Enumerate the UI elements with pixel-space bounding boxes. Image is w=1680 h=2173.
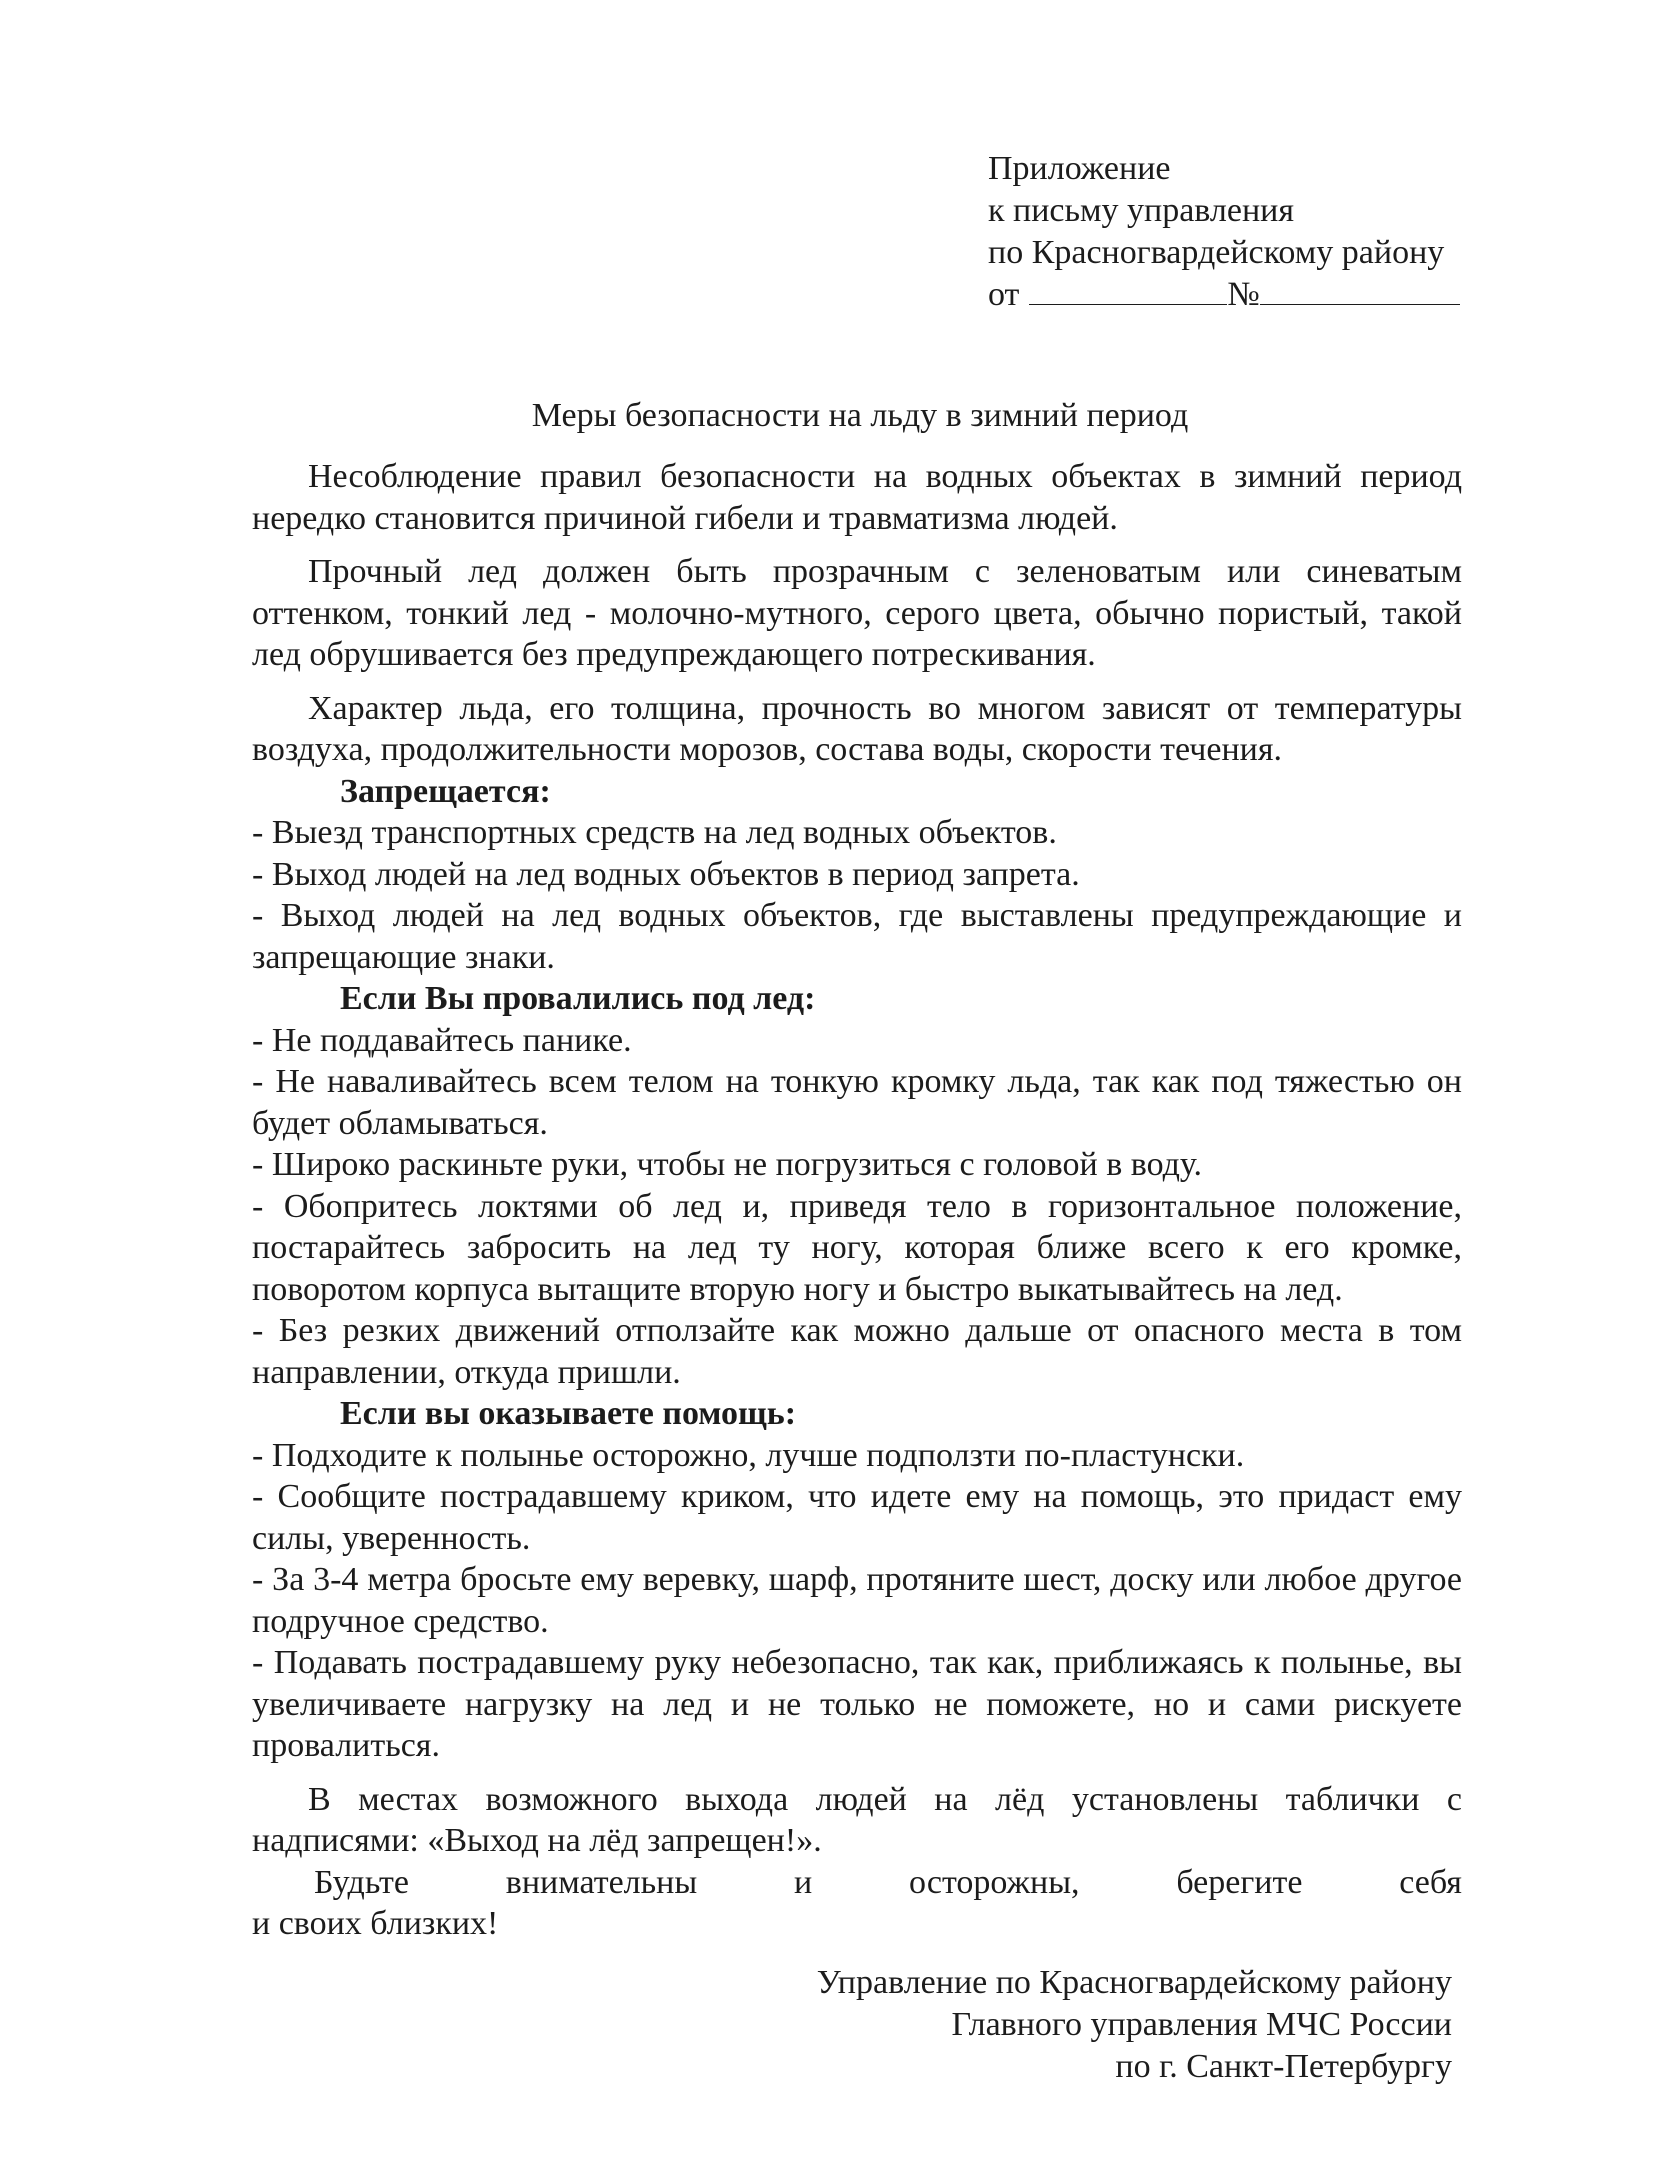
signs-note-paragraph: В местах возможного выхода людей на лёд установлены таблички с надписями: «Выход на лёд запрещен!». [252, 1780, 1462, 1859]
intro-paragraph-1: Несоблюдение правил безопасности на водных объектах в зимний период нередко становится причиной гибели и травматизма людей. [252, 458, 1462, 537]
prohibited-item: - Выход людей на лед водных объектов, где выставлены предупреждающие и запрещающие знаки. [252, 897, 1462, 976]
prohibited-heading: Запрещается: [340, 772, 551, 810]
closing-word: Будьте [314, 1863, 409, 1901]
document-body [252, 456, 1462, 1945]
fell-through-item: - Не наваливайтесь всем телом на тонкую кромку льда, так как под тяжестью он будет обламываться. [252, 1063, 1462, 1142]
signature-line-1: Управление по Красногвардейскому району [816, 1964, 1452, 2001]
helping-item: - Сообщите пострадавшему криком, что идете ему на помощь, это придаст ему силы, уверенность. [252, 1478, 1462, 1557]
closing-word: и [794, 1863, 813, 1901]
closing-word: внимательны [505, 1863, 698, 1901]
appendix-line-3: по Красногвардейскому району [988, 234, 1445, 271]
helping-heading: Если вы оказываете помощь: [340, 1395, 797, 1432]
date-label: от [988, 276, 1020, 313]
fell-through-item: - Не поддавайтесь панике. [252, 1021, 632, 1059]
number-label: № [1227, 276, 1260, 313]
intro-paragraph-2: Прочный лед должен быть прозрачным с зеленоватым или синеватым оттенком, тонкий лед - молочно-мутного, серого цвета, обычно пористый, такой лед обрушивается без предупреждающего потрескивания. [252, 553, 1462, 673]
helping-item: - Подавать пострадавшему руку небезопасно, так как, приближаясь к полынье, вы увеличиваете нагрузку на лед и не только не поможете, но и сами рискуете провалиться. [252, 1644, 1462, 1764]
signature-line-3: по г. Санкт-Петербургу [1115, 2048, 1452, 2085]
date-blank-line [1029, 274, 1227, 305]
fell-through-item: - Широко раскиньте руки, чтобы не погрузиться с головой в воду. [252, 1146, 1202, 1183]
fell-through-heading: Если Вы провалились под лед: [340, 980, 816, 1017]
helping-item: - За 3-4 метра бросьте ему веревку, шарф, протяните шест, доску или любое другое подручное средство. [252, 1561, 1462, 1640]
closing-word: берегите [1176, 1863, 1303, 1901]
prohibited-item: - Выход людей на лед водных объектов в период запрета. [252, 855, 1080, 893]
appendix-line-2: к письму управления [988, 192, 1294, 229]
fell-through-item: - Без резких движений отползайте как можно дальше от опасного места в том направлении, откуда пришли. [252, 1312, 1462, 1391]
fell-through-item: - Обопритесь локтями об лед и, приведя тело в горизонтальное положение, постарайтесь забросить на лед ту ногу, которая ближе всего к его кромке, поворотом корпуса вытащите вторую ногу и быстро выкатывайтесь на лед. [252, 1187, 1462, 1308]
intro-paragraph-3: Характер льда, его толщина, прочность во многом зависят от температуры воздуха, продолжительности морозов, состава воды, скорости течения. [252, 689, 1462, 768]
closing-line-2: и своих близких! [252, 1905, 499, 1942]
number-blank-line [1260, 274, 1460, 305]
signature-block [817, 1962, 1452, 2088]
appendix-header [988, 148, 1460, 316]
closing-word: себя [1399, 1863, 1462, 1901]
appendix-line-1: Приложение [988, 150, 1171, 187]
appendix-date-number-line [988, 274, 1460, 316]
prohibited-item: - Выезд транспортных средств на лед водных объектов. [252, 814, 1057, 851]
document-title: Меры безопасности на льду в зимний период [531, 397, 1189, 434]
closing-line-1 [252, 1862, 1462, 1904]
signature-line-2: Главного управления МЧС России [951, 2006, 1452, 2043]
closing-word: осторожны, [909, 1863, 1080, 1901]
helping-item: - Подходите к полынье осторожно, лучше подползти по-пластунски. [252, 1436, 1245, 1474]
